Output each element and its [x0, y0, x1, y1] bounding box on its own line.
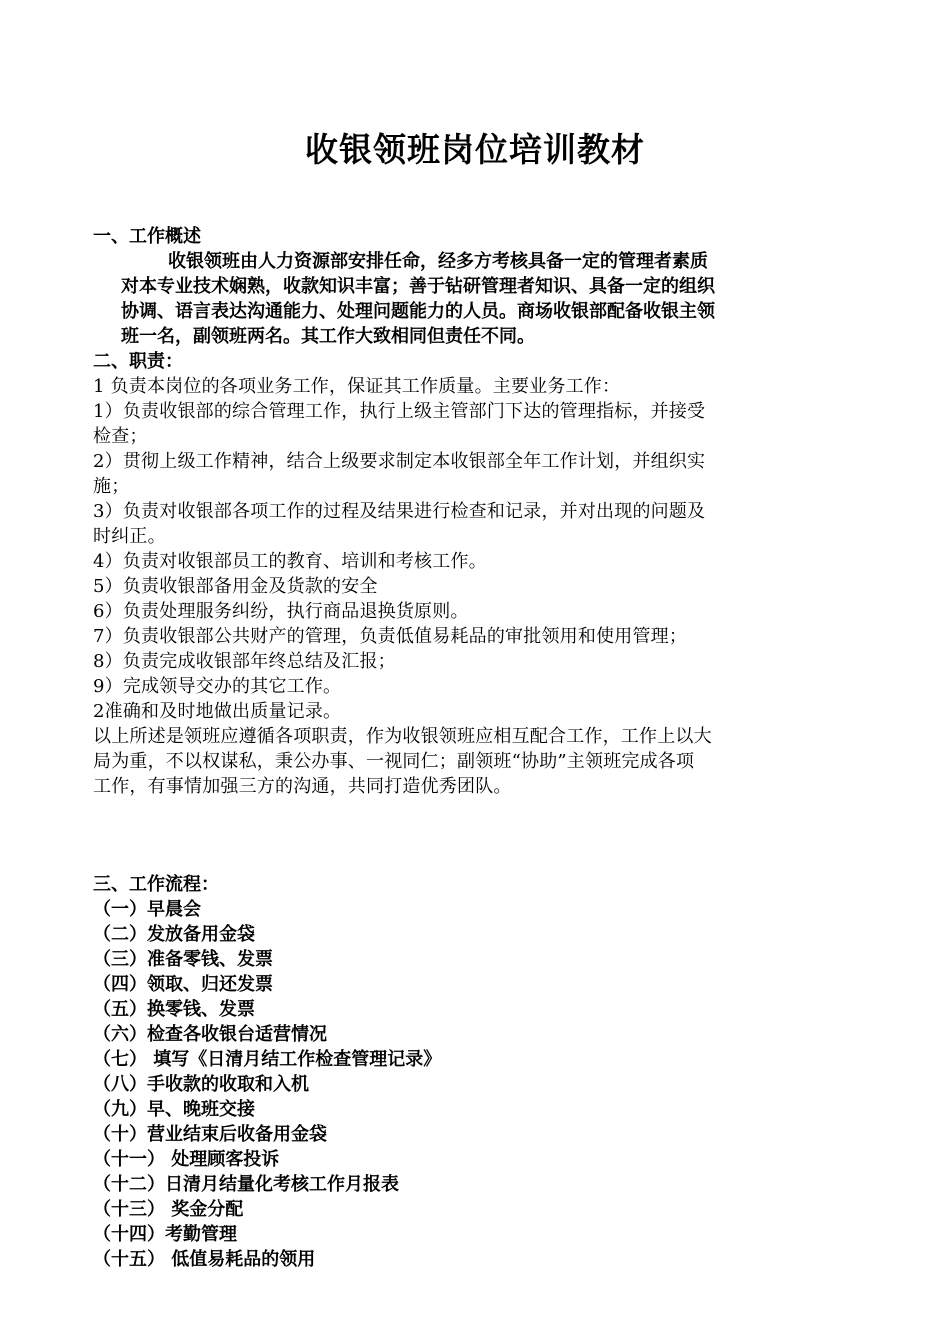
paragraph-line: 2准确和及时地做出质量记录。 [93, 701, 342, 722]
section-work-overview [93, 224, 863, 349]
paragraph-line: 以上所述是领班应遵循各项职责，作为收银领班应相互配合工作，工作上以大 [93, 726, 712, 747]
paragraph-line: 班一名，副领班两名。其工作大致相同但责任不同。 [121, 326, 535, 347]
workflow-item: （十一） 处理顾客投诉 [93, 1149, 280, 1170]
paragraph-line: 9）完成领导交办的其它工作。 [93, 676, 342, 697]
paragraph-line: 7）负责收银部公共财产的管理，负责低值易耗品的审批领用和使用管理； [93, 626, 688, 647]
document-title: 收银领班岗位培训教材 [305, 130, 645, 169]
paragraph-line: 1）负责收银部的综合管理工作，执行上级主管部门下达的管理指标，并接受 [93, 401, 706, 422]
paragraph-line: 局为重，不以权谋私，秉公办事、一视同仁；副领班“协助”主领班完成各项 [93, 751, 695, 772]
workflow-item: （八）手收款的收取和入机 [93, 1074, 309, 1095]
workflow-item: （二）发放备用金袋 [93, 924, 255, 945]
paragraph-line: 6）负责处理服务纠纷，执行商品退换货原则。 [93, 601, 469, 622]
workflow-item: （一）早晨会 [93, 899, 201, 920]
paragraph-line: 2）贯彻上级工作精神，结合上级要求制定本收银部全年工作计划，并组织实 [93, 451, 706, 472]
paragraph-line: 时纠正。 [93, 526, 166, 547]
paragraph-line: 收银领班由人力资源部安排任命，经多方考核具备一定的管理者素质 [168, 251, 708, 272]
workflow-item: （六）检查各收银台适营情况 [93, 1024, 327, 1045]
workflow-item: （九）早、晚班交接 [93, 1099, 255, 1120]
section-duties [93, 349, 863, 799]
paragraph-line: 1 负责本岗位的各项业务工作，保证其工作质量。主要业务工作： [93, 376, 621, 397]
paragraph-line: 协调、语言表达沟通能力、处理问题能力的人员。商场收银部配备收银主领 [121, 301, 715, 322]
paragraph-line: 对本专业技术娴熟，收款知识丰富；善于钻研管理者知识、具备一定的组织 [121, 276, 715, 297]
workflow-item: （四）领取、归还发票 [93, 974, 273, 995]
section-heading: 二、职责： [93, 351, 183, 372]
paragraph-line: 8）负责完成收银部年终总结及汇报； [93, 651, 396, 672]
section-heading: 三、工作流程： [93, 874, 219, 895]
workflow-item: （十二）日清月结量化考核工作月报表 [93, 1174, 399, 1195]
workflow-item: （十四）考勤管理 [93, 1224, 237, 1245]
workflow-item: （十三） 奖金分配 [93, 1199, 244, 1220]
workflow-item: （三）准备零钱、发票 [93, 949, 273, 970]
paragraph-line: 检查； [93, 426, 148, 447]
workflow-item: （十）营业结束后收备用金袋 [93, 1124, 327, 1145]
section-heading: 一、工作概述 [93, 226, 201, 247]
workflow-item: （五）换零钱、发票 [93, 999, 255, 1020]
paragraph-line: 4）负责对收银部员工的教育、培训和考核工作。 [93, 551, 487, 572]
section-workflow [93, 872, 863, 1272]
paragraph-line: 施； [93, 476, 130, 497]
workflow-item: （十五） 低值易耗品的领用 [93, 1249, 316, 1270]
paragraph-line: 3）负责对收银部各项工作的过程及结果进行检查和记录，并对出现的问题及 [93, 501, 706, 522]
workflow-item: （七） 填写《日清月结工作检查管理记录》 [93, 1049, 442, 1070]
paragraph-line: 5）负责收银部备用金及货款的安全 [93, 576, 378, 597]
paragraph-line: 工作，有事情加强三方的沟通，共同打造优秀团队。 [93, 776, 512, 797]
